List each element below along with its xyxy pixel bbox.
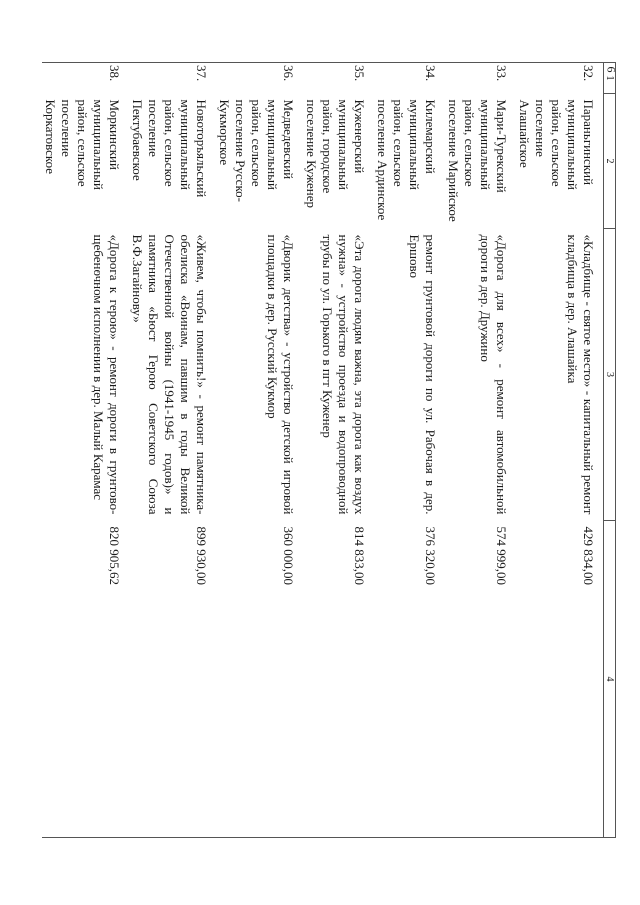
row-number: 32.	[516, 63, 604, 94]
district-cell: Параньгинский муниципальный район, сельское поселение Алашайское	[517, 99, 596, 190]
header-row	[604, 63, 616, 838]
project-cell: ремонт грунтовой дороги по ул. Рабочая в дер. Ершово	[407, 234, 438, 515]
header-col-2: 2	[604, 94, 616, 229]
header-col-3: 3	[604, 229, 616, 521]
project-cell: «Дворик детства» - устройство детской игровой площадки в дер. Русский Кукмор	[265, 234, 296, 515]
district-cell: Моркинский муниципальный район, сельское поселение Коркатовское	[43, 99, 122, 190]
row-number: 35.	[303, 63, 374, 94]
project-cell: «Кладбище - святое место» - капитальный ремонт кладбища в дер. Алашайка	[565, 234, 596, 515]
table-row	[42, 63, 129, 838]
header-col-4: 4	[604, 521, 616, 838]
amount-cell: 574 999,00	[494, 526, 509, 585]
table-row	[129, 63, 216, 838]
table-row	[445, 63, 516, 838]
amount-cell: 814 833,00	[352, 526, 367, 585]
page-number: 6	[604, 66, 619, 73]
project-cell: «Дорога к герою» - ремонт дороги в грунтово-щебеночном исполнении в дер. Малый Карамас	[91, 234, 122, 515]
row-number: 36.	[216, 63, 303, 94]
district-cell: Килемарский муниципальный район, сельское поселение Ардинское	[375, 99, 438, 221]
project-cell: «Живем, чтобы помнить!» - ремонт памятника-обелиска «Воинам, павшим в годы Великой Отечественной войны (1941-1945 годов)» и памятника «Бюст Герою Советского Союза В.Ф.Загайнову»	[130, 234, 209, 515]
district-cell: Новоторъяльский муниципальный район, сельское поселение Пектубаевское	[130, 99, 209, 198]
district-cell: Куженерский муниципальный район, городское поселение Куженер	[304, 99, 367, 209]
table-row	[303, 63, 374, 838]
amount-cell: 899 930,00	[194, 526, 209, 585]
amount-cell: 360 000,00	[281, 526, 296, 585]
row-number: 33.	[445, 63, 516, 94]
header-col-1: 1	[604, 63, 616, 94]
district-cell: Мари-Турекский муниципальный район, сельское поселение Марийское	[446, 99, 509, 222]
table-row	[374, 63, 445, 838]
table-row	[216, 63, 303, 838]
amount-cell: 376 320,00	[423, 526, 438, 585]
amount-cell: 429 834,00	[581, 526, 596, 585]
project-cell: «Дорога для всех» - ремонт автомобильной дороги в дер. Дружино	[478, 234, 509, 515]
amount-cell: 820 905,62	[107, 526, 122, 585]
projects-table	[42, 62, 616, 838]
table-row	[516, 63, 604, 838]
row-number: 38.	[42, 63, 129, 94]
rotated-table-container	[43, 62, 616, 837]
row-number: 37.	[129, 63, 216, 94]
row-number: 34.	[374, 63, 445, 94]
project-cell: «Эта дорога людям важна, эта дорога как воздух нужна» - устройство проезда и водопроводной трубы по ул. Горького в пгт Куженер	[320, 234, 367, 515]
district-cell: Медведевский муниципальный район, сельское поселение Русско-Кукморское	[217, 99, 296, 202]
